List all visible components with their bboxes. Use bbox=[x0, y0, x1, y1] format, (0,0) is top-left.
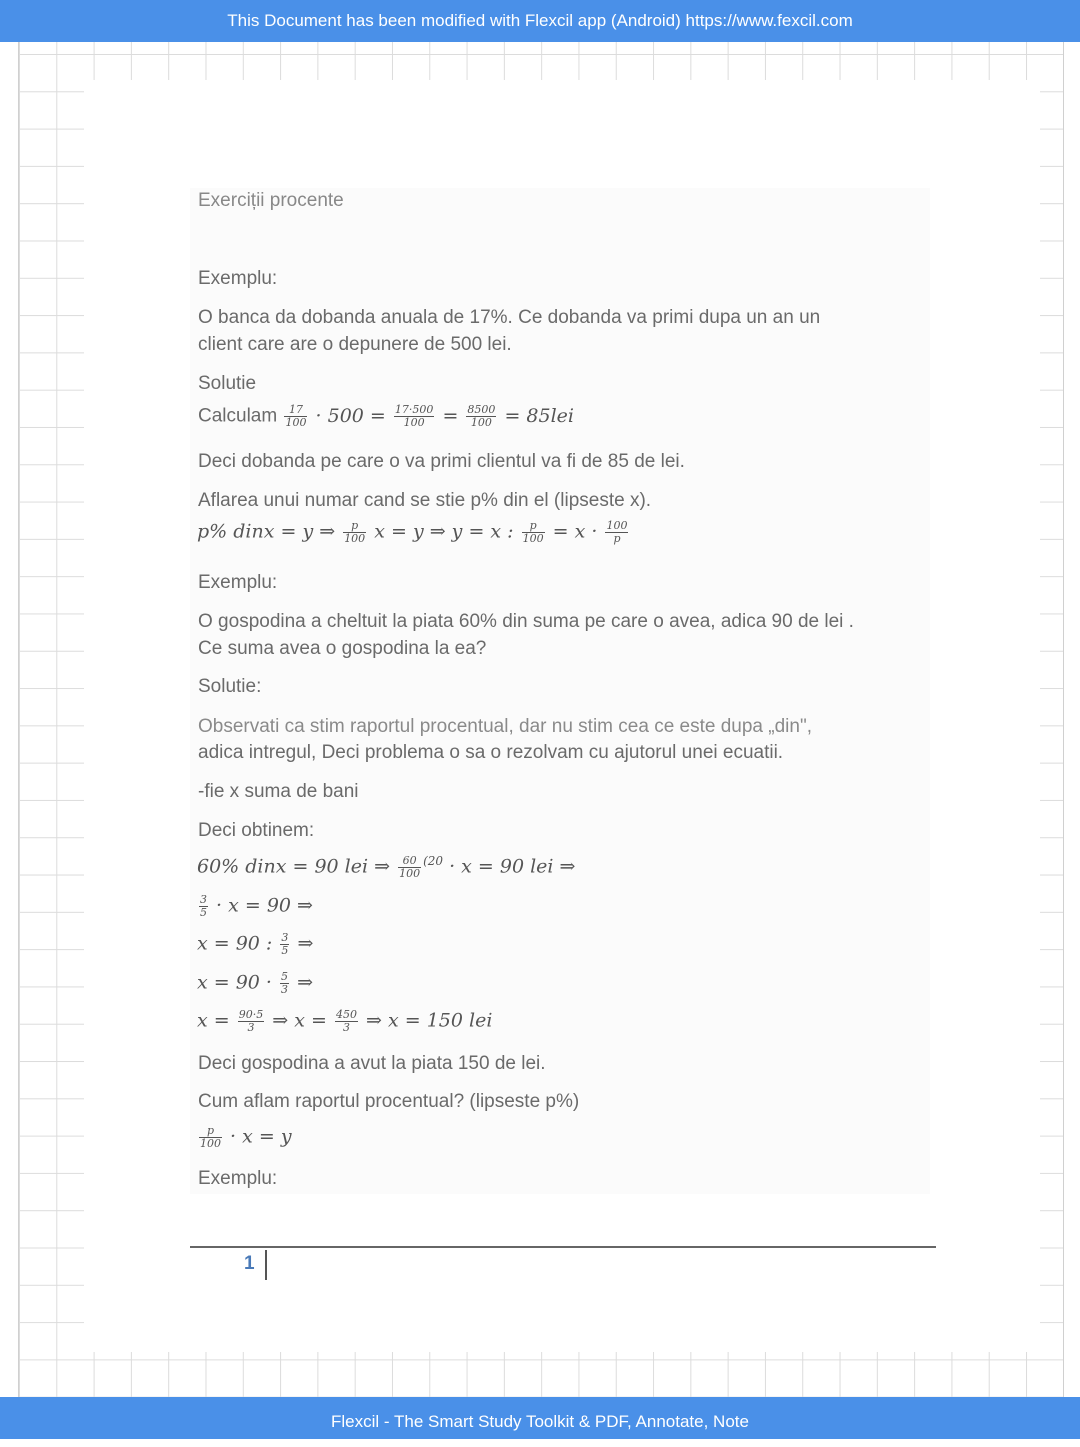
obtain-line: Deci obtinem: bbox=[198, 820, 315, 841]
example-1-solution-label: Solutie bbox=[198, 373, 257, 394]
fraction: $\frac{p}{100}$ bbox=[522, 519, 544, 545]
observation-line-1: Observati ca stim raportul procentual, dar nu stim cea ce este dupa „din", bbox=[198, 716, 812, 737]
equation-3: x = 90 : $\frac{3}{5}$ ⇒ bbox=[197, 931, 314, 957]
text-cursor bbox=[265, 1250, 267, 1280]
example-1-label: Exemplu: bbox=[198, 268, 278, 289]
example-1-conclusion: Deci dobanda pe care o va primi clientul va fi de 85 de lei. bbox=[198, 451, 685, 472]
example-2-text-line-1: O gospodina a cheltuit la piata 60% din suma pe care o avea, adica 90 de lei . bbox=[198, 611, 854, 632]
fraction: $\frac{60}{100}$ bbox=[399, 853, 421, 880]
let-x-line: -fie x suma de bani bbox=[198, 781, 359, 802]
rule-formula: p% dinx = y ⇒ $\frac{p}{100}$ x = y ⇒ y = x : $\frac{p}{100}$ = x · $\frac{100}{p}$ bbox=[197, 519, 628, 545]
fraction: $\frac{3}{5}$ bbox=[200, 893, 207, 919]
example-2-label: Exemplu: bbox=[198, 572, 278, 593]
calculation-line bbox=[198, 404, 574, 429]
example-2-text-line-2: Ce suma avea o gospodina la ea? bbox=[198, 638, 487, 659]
percent-formula: $\frac{p}{100}$ · x = y bbox=[200, 1124, 292, 1150]
fraction: $\frac{8500}{100}$ bbox=[467, 403, 496, 429]
equation-1: 60% dinx = 90 lei ⇒ $\frac{60}{100}$ $^{(20}$ · x = 90 lei ⇒ bbox=[197, 853, 576, 880]
fraction: $\frac{3}{5}$ bbox=[281, 931, 289, 957]
flexcil-header-banner: This Document has been modified with Flexcil app (Android) https://www.fexcil.com bbox=[0, 0, 1080, 42]
fraction: $\frac{p}{100}$ bbox=[344, 519, 366, 545]
page-footer-rule bbox=[190, 1246, 936, 1248]
fraction: $\frac{p}{100}$ bbox=[200, 1124, 221, 1150]
page-number: 1 bbox=[244, 1253, 255, 1274]
fraction: $\frac{100}{p}$ bbox=[606, 519, 628, 545]
example-2-solution-label: Solutie: bbox=[198, 676, 262, 697]
fraction: $\frac{450}{3}$ bbox=[335, 1008, 357, 1034]
flexcil-footer-banner: Flexcil - The Smart Study Toolkit & PDF, Annotate, Note bbox=[0, 1397, 1080, 1439]
equation-4: x = 90 · $\frac{5}{3}$ ⇒ bbox=[197, 970, 313, 996]
example-1-text-line-2: client care are o depunere de 500 lei. bbox=[198, 334, 512, 355]
calc-prefix: Calculam bbox=[198, 405, 278, 427]
equation-5: x = $\frac{90\cdot 5}{3}$ ⇒ x = $\frac{450}{3}$ ⇒ x = 150 lei bbox=[197, 1008, 493, 1034]
fraction: $\frac{17\cdot 500}{100}$ bbox=[394, 403, 434, 429]
observation-line-2: adica intregul, Deci problema o sa o rezolvam cu ajutorul unei ecuatii. bbox=[198, 742, 784, 763]
rule-heading: Aflarea unui numar cand se stie p% din el (lipseste x). bbox=[198, 490, 652, 511]
equation-2: $\frac{3}{5}$ · x = 90 ⇒ bbox=[200, 893, 313, 919]
percent-question: Cum aflam raportul procentual? (lipseste p%) bbox=[198, 1091, 580, 1112]
calc-math: $\frac{17}{100}$ · 500 = $\frac{17\cdot 500}{100}$ = $\frac{8500}{100}$ = 85lei bbox=[285, 403, 574, 429]
example-3-label: Exemplu: bbox=[198, 1168, 278, 1189]
fraction: $\frac{5}{3}$ bbox=[281, 970, 289, 996]
page-title: Exerciții procente bbox=[198, 190, 344, 211]
fraction: $\frac{90\cdot 5}{3}$ bbox=[238, 1008, 264, 1034]
example-1-text-line-1: O banca da dobanda anuala de 17%. Ce dobanda va primi dupa un an un bbox=[198, 307, 821, 328]
example-2-conclusion: Deci gospodina a avut la piata 150 de lei. bbox=[198, 1053, 546, 1074]
fraction: $\frac{17}{100}$ bbox=[285, 403, 307, 429]
